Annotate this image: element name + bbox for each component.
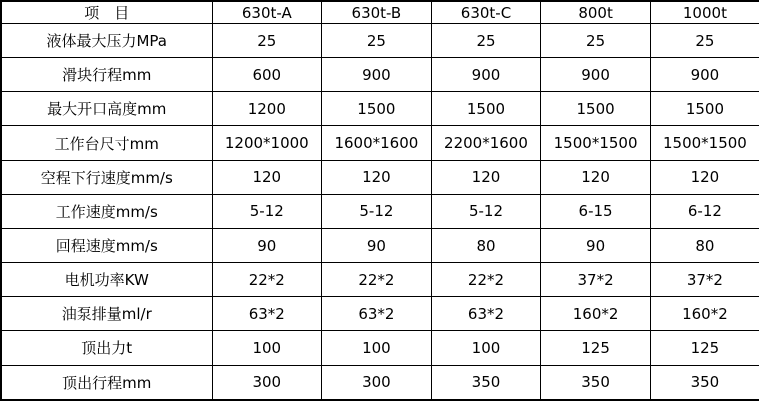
cell-value: 900 <box>322 58 432 92</box>
cell-value: 25 <box>322 24 432 58</box>
row-label: 顶出行程mm <box>1 365 212 400</box>
cell-value: 1500 <box>322 92 432 126</box>
table-row <box>1 92 759 126</box>
cell-value: 5-12 <box>431 194 541 228</box>
row-label: 空程下行速度mm/s <box>1 160 212 194</box>
cell-value: 63*2 <box>322 297 432 331</box>
cell-value: 100 <box>212 331 322 365</box>
cell-value: 120 <box>541 160 651 194</box>
table-header-row <box>1 1 759 24</box>
cell-value: 63*2 <box>212 297 322 331</box>
cell-value: 90 <box>322 228 432 262</box>
cell-value: 120 <box>650 160 759 194</box>
cell-value: 25 <box>212 24 322 58</box>
cell-value: 1500 <box>431 92 541 126</box>
cell-value: 120 <box>322 160 432 194</box>
cell-value: 63*2 <box>431 297 541 331</box>
cell-value: 22*2 <box>322 263 432 297</box>
cell-value: 600 <box>212 58 322 92</box>
cell-value: 900 <box>431 58 541 92</box>
cell-value: 300 <box>212 365 322 400</box>
row-label: 最大开口高度mm <box>1 92 212 126</box>
cell-value: 100 <box>431 331 541 365</box>
table-row <box>1 24 759 58</box>
cell-value: 25 <box>650 24 759 58</box>
column-header-item: 项 目 <box>1 1 212 24</box>
cell-value: 22*2 <box>212 263 322 297</box>
table-row <box>1 365 759 400</box>
column-header-model: 630t-C <box>431 1 541 24</box>
cell-value: 90 <box>541 228 651 262</box>
cell-value: 350 <box>431 365 541 400</box>
table-row <box>1 297 759 331</box>
cell-value: 125 <box>650 331 759 365</box>
cell-value: 80 <box>650 228 759 262</box>
table-row <box>1 160 759 194</box>
cell-value: 160*2 <box>650 297 759 331</box>
row-label: 回程速度mm/s <box>1 228 212 262</box>
cell-value: 120 <box>431 160 541 194</box>
cell-value: 350 <box>650 365 759 400</box>
table-row <box>1 263 759 297</box>
table-row <box>1 58 759 92</box>
cell-value: 37*2 <box>541 263 651 297</box>
row-label: 顶出力t <box>1 331 212 365</box>
cell-value: 22*2 <box>431 263 541 297</box>
column-header-model: 630t-A <box>212 1 322 24</box>
cell-value: 125 <box>541 331 651 365</box>
row-label: 油泵排量ml/r <box>1 297 212 331</box>
cell-value: 5-12 <box>322 194 432 228</box>
cell-value: 160*2 <box>541 297 651 331</box>
cell-value: 1500 <box>650 92 759 126</box>
cell-value: 1200*1000 <box>212 126 322 160</box>
cell-value: 100 <box>322 331 432 365</box>
table-row <box>1 331 759 365</box>
row-label: 工作速度mm/s <box>1 194 212 228</box>
row-label: 液体最大压力MPa <box>1 24 212 58</box>
cell-value: 1600*1600 <box>322 126 432 160</box>
table-row <box>1 126 759 160</box>
cell-value: 90 <box>212 228 322 262</box>
cell-value: 6-12 <box>650 194 759 228</box>
cell-value: 37*2 <box>650 263 759 297</box>
row-label: 工作台尺寸mm <box>1 126 212 160</box>
cell-value: 900 <box>541 58 651 92</box>
column-header-model: 800t <box>541 1 651 24</box>
cell-value: 120 <box>212 160 322 194</box>
table-row <box>1 228 759 262</box>
cell-value: 1500 <box>541 92 651 126</box>
cell-value: 5-12 <box>212 194 322 228</box>
cell-value: 350 <box>541 365 651 400</box>
cell-value: 25 <box>431 24 541 58</box>
column-header-model: 630t-B <box>322 1 432 24</box>
cell-value: 25 <box>541 24 651 58</box>
cell-value: 900 <box>650 58 759 92</box>
cell-value: 1200 <box>212 92 322 126</box>
cell-value: 6-15 <box>541 194 651 228</box>
column-header-model: 1000t <box>650 1 759 24</box>
cell-value: 80 <box>431 228 541 262</box>
cell-value: 300 <box>322 365 432 400</box>
row-label: 滑块行程mm <box>1 58 212 92</box>
cell-value: 2200*1600 <box>431 126 541 160</box>
row-label: 电机功率KW <box>1 263 212 297</box>
cell-value: 1500*1500 <box>650 126 759 160</box>
table-row <box>1 194 759 228</box>
cell-value: 1500*1500 <box>541 126 651 160</box>
